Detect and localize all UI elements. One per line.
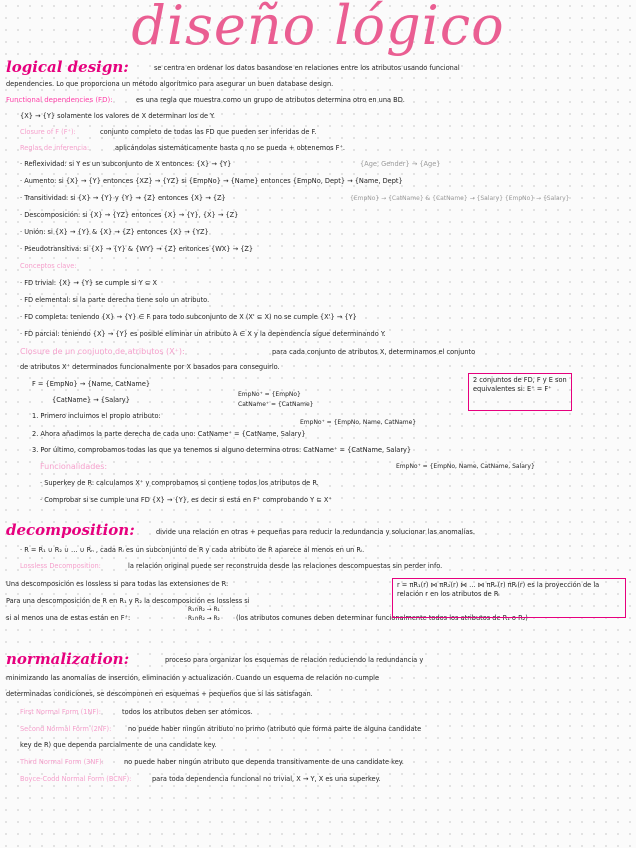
rule-transitividad: · Transitividad: si {X} → {Y} y {Y} → {Z} entonces {X} → {Z} [20, 194, 226, 202]
step-1-result: EmpNo⁺ = {EmpNo, Name, CatName} [300, 419, 417, 426]
normalization-intro-1: proceso para organizar los esquemas de relación reduciendo la redundancia y [165, 656, 424, 664]
rule-reflexividad: · Reflexividad: si Y es un subconjunto de X entonces: {X} → {Y} [20, 160, 232, 168]
lossless-option-b: R₁∩R₂ → R₂ [188, 616, 220, 622]
rule-aumento: · Aumento: si {X} → {Y} entonces {XZ} → {YZ} si {EmpNo} → {Name} entonces {EmpNo, Dept} → {Name, Dept} [20, 177, 403, 185]
lossless-text: la relación original puede ser reconstruida desde las relaciones descompuestas sin perder info. [128, 562, 443, 570]
rule-union: · Unión: si {X} → {Y} & {X} → {Z} entonces {X} → {YZ} [20, 228, 209, 236]
catname-closure: CatName⁺ = {CatName} [238, 401, 314, 408]
equivalence-text: 2 conjuntos de FD, F y E son equivalentes si: E⁺ = F⁺ [473, 376, 567, 393]
fd-text: es una regla que muestra como un grupo de atributos determina otro en una BD. [136, 96, 405, 104]
closure-x-label: Closure de un conjunto de atributos (X⁺): [20, 347, 185, 356]
normalization-heading: normalization: [6, 650, 130, 668]
closure-x-text-2: de atributos X⁺ determinados funcionalmente por X basados para conseguirlo. [20, 363, 280, 371]
rule-pseudotransitiva: · Pseudotransitiva: si {X} → {Y} & {WY} → {Z} entonces {WX} → {Z} [20, 245, 254, 253]
normalization-intro-3: determinadas condiciones, se descomponen en esquemas + pequeños que sí las satisfagan. [6, 690, 313, 698]
bcnf-label: Boyce-Codd Normal Form (BCNF): [20, 775, 132, 783]
closure-text: conjunto completo de todas las FD que pueden ser inferidas de F. [100, 128, 317, 136]
step-2: 2. Ahora añadimos la parte derecha de cada uno: CatName⁺ = {CatName, Salary} [32, 430, 306, 438]
1nf-label: First Normal Form (1NF): [20, 708, 101, 716]
functionality-check-fd: · Comprobar si se cumple una FD {X} → {Y}, es decir si está en F⁺ comprobando Y ⊆ X⁺ [40, 496, 332, 504]
lossless-note: (los atributos comunes deben determinar funcionalmente todos los atributos de R₁ o R₂) [236, 614, 528, 622]
functionalities-label: Funcionalidades: [40, 462, 108, 471]
bcnf-text: para toda dependencia funcional no trivial, X → Y, X es una superkey. [152, 775, 381, 783]
logical-design-heading: logical design: [6, 58, 129, 76]
concept-trivial: · FD trivial: {X} → {Y} se cumple si Y ⊆ X [20, 279, 157, 287]
page-title: diseño lógico [131, 0, 505, 57]
concepts-label: Conceptos clave: [20, 262, 77, 270]
lossless-line-2: Para una descomposición de R en R₁ y R₂ la descomposición es lossless si [6, 597, 250, 605]
3nf-label: Third Normal Form (3NF): [20, 758, 104, 766]
rule-transitividad-example: {EmpNo} → {CatName} & {CatName} → {Salary} {EmpNo} → {Salary} [350, 195, 570, 202]
normalization-intro-2: minimizando las anomalías de inserción, eliminación y actualización. Cuando un esquema de relación no cumple [6, 674, 380, 682]
lossless-line-3: si al menos una de estas están en F⁺: [6, 614, 131, 622]
concept-elemental: · FD elemental: si la parte derecha tiene solo un atributo. [20, 296, 210, 304]
lossless-line-1: Una descomposición es lossless si para todas las extensiones de R: [6, 580, 229, 588]
decomposition-intro: divide una relación en otras + pequeñas para reducir la redundancia y solucionar las anomalías. [156, 528, 475, 536]
closure-x-text-1: para cada conjunto de atributos X, determinamos el conjunto [272, 348, 476, 356]
step-1: 1. Primero incluimos el propio atributo: [32, 412, 161, 420]
2nf-text-2: key de R) que dependa parcialmente de una candidate key. [20, 741, 217, 749]
f-definition-2: {CatName} → {Salary} [52, 396, 130, 404]
equivalence-box [468, 373, 572, 411]
3nf-text: no puede haber ningún atributo que dependa transitivamente de una candidate key. [124, 758, 404, 766]
logical-intro-1: se centra en ordenar los datos basandose en relaciones entre los atributos usando funcional [154, 64, 460, 72]
step-3-result: EmpNo⁺ = {EmpNo, Name, CatName, Salary} [396, 463, 535, 470]
projection-text: r = πR₁(r) ⋈ πR₂(r) ⋈ … ⋈ πRₙ(r) πRᵢ(r) es la proyección de la relación r en los atributos de Rᵢ [397, 581, 600, 598]
lossless-label: Lossless Decomposition: [20, 562, 101, 570]
logical-intro-2: dependencies. Lo que proporciona un método algorítmico para asegurar un buen database design. [6, 80, 334, 88]
fd-label: Functional dependencies (FD): [6, 96, 113, 104]
rules-text: aplicándolas sistemáticamente hasta q no se pueda + obtenemos F⁺. [115, 144, 346, 152]
concept-completa: · FD completa: teniendo {X} → {Y} ∈ F para todo subconjunto de X (X' ⊆ X) no se cumple {X'} → {Y} [20, 313, 357, 321]
functionality-superkey: · Superkey de R: calculamos X⁺ y comprobamos si contiene todos los atributos de R. [40, 479, 319, 487]
projection-box [392, 578, 626, 618]
decomposition-formula: · R = R₁ ∪ R₂ ∪ … ∪ Rₙ , cada Rᵢ es un subconjunto de R y cada atributo de R aparece al menos en un Rᵢ. [20, 546, 365, 554]
1nf-text: todos los atributos deben ser atómicos. [122, 708, 253, 716]
empno-closure: EmpNo⁺ = {EmpNo} [238, 391, 301, 398]
step-3: 3. Por último, comprobamos todas las que ya tenemos si alguno determina otros: CatName⁺ = {CatName, Salary} [32, 446, 412, 454]
rule-descomposicion: · Descomposición: si {X} → {YZ} entonces {X} → {Y}, {X} → {Z} [20, 211, 239, 219]
2nf-text: no puede haber ningún atributo no primo (atributo que forma parte de alguna candidate [128, 725, 422, 733]
2nf-label: Second Normal Form (2NF): [20, 725, 112, 733]
decomposition-heading: decomposition: [6, 521, 135, 539]
fd-example: {X} → {Y} solamente los valores de X determinan los de Y. [20, 112, 215, 120]
rule-reflexividad-example: {Age, Gender} → {Age} [360, 160, 441, 168]
closure-label: Closure of F (F⁺): [20, 128, 76, 136]
rules-label: Reglas de inferencia: [20, 144, 90, 152]
concept-parcial: · FD parcial: teniendo {X} → {Y} es posible eliminar un atributo A ∈ X y la dependencia sigue determinando Y. [20, 330, 386, 338]
lossless-option-a: R₁∩R₂ → R₁ [188, 607, 220, 613]
f-definition-1: F = {EmpNo} → {Name, CatName} [32, 380, 151, 388]
